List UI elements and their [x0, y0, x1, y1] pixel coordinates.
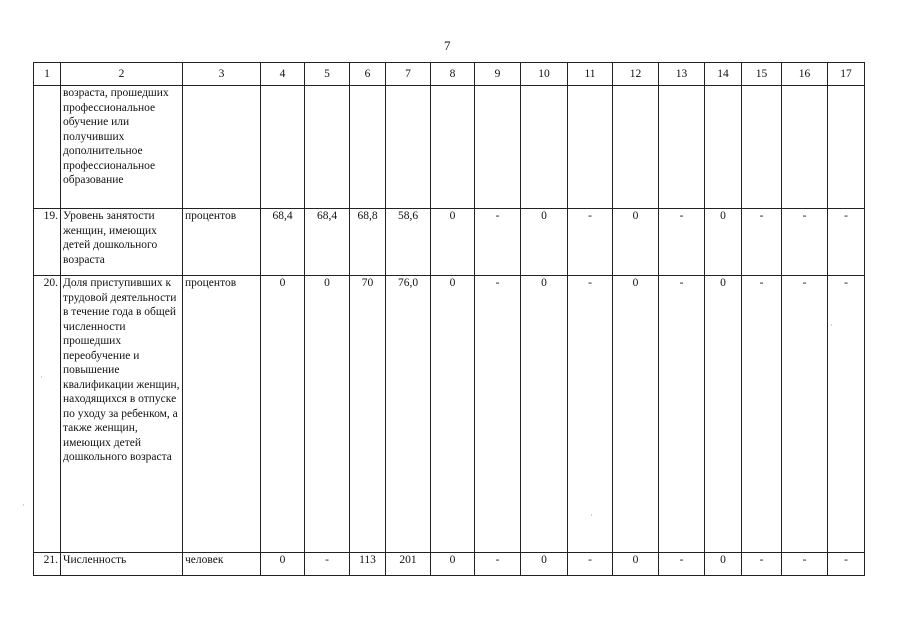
- value-cell: -: [782, 209, 828, 276]
- value-cell: [613, 86, 659, 209]
- value-cell: 0: [521, 553, 568, 576]
- indicators-table: [33, 62, 865, 576]
- unit-cell: процентов: [183, 209, 261, 276]
- value-cell: [568, 86, 613, 209]
- column-header: 13: [659, 63, 705, 86]
- value-cell: 0: [705, 553, 742, 576]
- indicator-name: возраста, прошедших профессиональное обучение или получивших дополнительное профессиональное образование: [61, 86, 183, 209]
- value-cell: 201: [386, 553, 431, 576]
- value-cell: 58,6: [386, 209, 431, 276]
- header-row: [34, 63, 865, 86]
- value-cell: 0: [613, 209, 659, 276]
- row-number: 21.: [34, 553, 61, 576]
- column-header: 12: [613, 63, 659, 86]
- column-header: 10: [521, 63, 568, 86]
- value-cell: 68,4: [305, 209, 350, 276]
- value-cell: [431, 86, 475, 209]
- value-cell: [659, 86, 705, 209]
- row-number: [34, 86, 61, 209]
- table-row: [34, 553, 865, 576]
- value-cell: -: [475, 553, 521, 576]
- value-cell: -: [782, 276, 828, 553]
- page-number: 7: [444, 38, 451, 53]
- value-cell: 68,4: [261, 209, 305, 276]
- unit-cell: [183, 86, 261, 209]
- unit-cell: процентов: [183, 276, 261, 553]
- value-cell: 113: [350, 553, 386, 576]
- value-cell: 0: [521, 209, 568, 276]
- value-cell: [475, 86, 521, 209]
- scan-speck: ·: [22, 500, 25, 510]
- value-cell: -: [742, 276, 782, 553]
- indicator-name: Численность: [61, 553, 183, 576]
- value-cell: -: [659, 209, 705, 276]
- column-header: 14: [705, 63, 742, 86]
- column-header: 5: [305, 63, 350, 86]
- value-cell: 0: [613, 553, 659, 576]
- value-cell: -: [568, 209, 613, 276]
- table-row: [34, 209, 865, 276]
- value-cell: 0: [305, 276, 350, 553]
- unit-cell: человек: [183, 553, 261, 576]
- value-cell: [521, 86, 568, 209]
- value-cell: [742, 86, 782, 209]
- column-header: 6: [350, 63, 386, 86]
- value-cell: 0: [431, 276, 475, 553]
- value-cell: 0: [705, 209, 742, 276]
- value-cell: -: [828, 276, 865, 553]
- column-header: 4: [261, 63, 305, 86]
- value-cell: [305, 86, 350, 209]
- value-cell: 76,0: [386, 276, 431, 553]
- value-cell: [705, 86, 742, 209]
- value-cell: 0: [431, 553, 475, 576]
- value-cell: -: [568, 276, 613, 553]
- table-row: [34, 276, 865, 553]
- value-cell: 68,8: [350, 209, 386, 276]
- value-cell: -: [742, 209, 782, 276]
- column-header: 2: [61, 63, 183, 86]
- value-cell: 70: [350, 276, 386, 553]
- column-header: 9: [475, 63, 521, 86]
- value-cell: 0: [261, 553, 305, 576]
- value-cell: 0: [431, 209, 475, 276]
- value-cell: -: [568, 553, 613, 576]
- row-number: 20.: [34, 276, 61, 553]
- indicator-name: Уровень занятости женщин, имеющих детей дошкольного возраста: [61, 209, 183, 276]
- value-cell: -: [475, 276, 521, 553]
- value-cell: -: [828, 553, 865, 576]
- value-cell: 0: [705, 276, 742, 553]
- column-header: 11: [568, 63, 613, 86]
- value-cell: 0: [521, 276, 568, 553]
- column-header: 8: [431, 63, 475, 86]
- column-header: 15: [742, 63, 782, 86]
- value-cell: -: [828, 209, 865, 276]
- scan-speck: ·: [40, 372, 43, 382]
- value-cell: -: [782, 553, 828, 576]
- value-cell: -: [742, 553, 782, 576]
- value-cell: -: [475, 209, 521, 276]
- value-cell: [350, 86, 386, 209]
- value-cell: -: [305, 553, 350, 576]
- value-cell: -: [659, 276, 705, 553]
- column-header: 17: [828, 63, 865, 86]
- indicator-name: Доля приступивших к трудовой деятельности в течение года в общей численности прошедших переобучение и повышение квалификации женщин, находящихся в отпуске по уходу за ребенком, а также женщин, имеющих детей дошкольного возраста: [61, 276, 183, 553]
- scan-speck: ·: [830, 320, 833, 330]
- value-cell: -: [659, 553, 705, 576]
- value-cell: [828, 86, 865, 209]
- value-cell: [261, 86, 305, 209]
- column-header: 1: [34, 63, 61, 86]
- column-header: 3: [183, 63, 261, 86]
- value-cell: [386, 86, 431, 209]
- row-number: 19.: [34, 209, 61, 276]
- table-row: [34, 86, 865, 209]
- value-cell: 0: [613, 276, 659, 553]
- scan-speck: ·: [590, 510, 593, 520]
- column-header: 16: [782, 63, 828, 86]
- column-header: 7: [386, 63, 431, 86]
- value-cell: 0: [261, 276, 305, 553]
- value-cell: [782, 86, 828, 209]
